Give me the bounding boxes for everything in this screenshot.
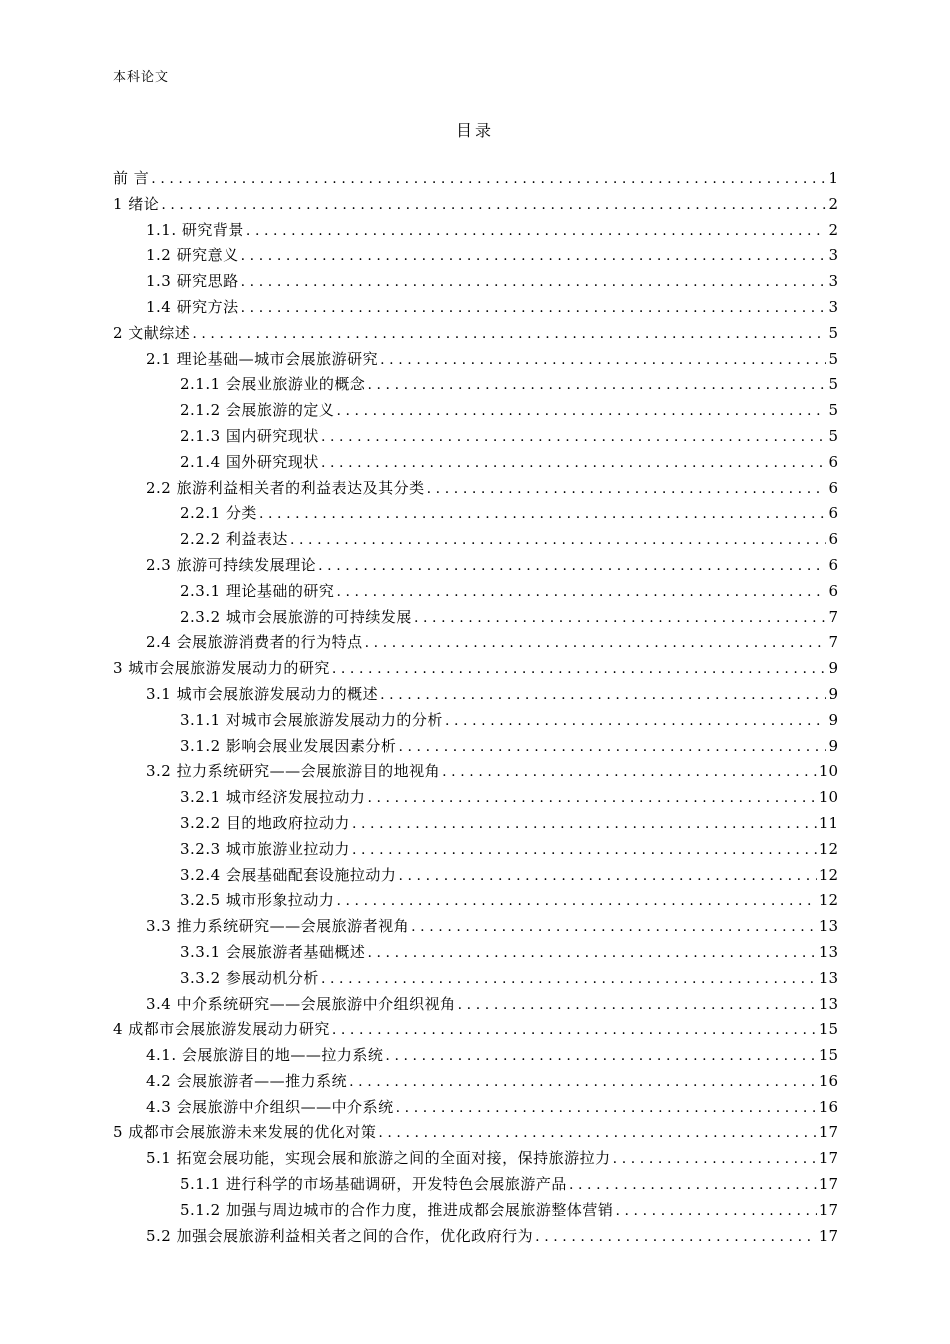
toc-leader-dots bbox=[367, 790, 816, 806]
toc-entry[interactable] bbox=[113, 270, 838, 296]
toc-leader-dots bbox=[332, 661, 826, 677]
toc-entry[interactable] bbox=[113, 554, 838, 580]
toc-entry[interactable] bbox=[113, 244, 838, 270]
toc-leader-dots bbox=[414, 610, 826, 626]
toc-entry[interactable] bbox=[113, 993, 838, 1019]
toc-leader-dots bbox=[192, 326, 826, 342]
toc-entry-label: 2.2.2 利益表达 bbox=[180, 530, 288, 549]
toc-entry-label: 1.2 研究意义 bbox=[146, 246, 239, 265]
toc-entry-page: 13 bbox=[818, 994, 838, 1013]
toc-entry[interactable] bbox=[113, 838, 838, 864]
toc-entry-label: 3.3.1 会展旅游者基础概述 bbox=[180, 942, 366, 961]
toc-entry-page: 5 bbox=[828, 426, 838, 445]
toc-entry-label: 2.2.1 分类 bbox=[180, 504, 257, 523]
toc-leader-dots bbox=[367, 945, 816, 961]
toc-entry[interactable] bbox=[113, 477, 838, 503]
toc-entry[interactable] bbox=[113, 1225, 838, 1251]
toc-entry-label: 2.4 会展旅游消费者的行为特点 bbox=[146, 633, 363, 652]
toc-leader-dots bbox=[241, 274, 826, 290]
toc-entry-page: 15 bbox=[818, 1020, 838, 1039]
toc-entry-label: 3.2.1 城市经济发展拉动力 bbox=[180, 788, 366, 807]
toc-entry[interactable] bbox=[113, 1070, 838, 1096]
toc-entry-page: 6 bbox=[828, 478, 838, 497]
toc-leader-dots bbox=[385, 1048, 817, 1064]
toc-entry-page: 3 bbox=[828, 246, 838, 265]
toc-leader-dots bbox=[367, 377, 826, 393]
toc-entry-label: 4.1. 会展旅游目的地——拉力系统 bbox=[146, 1046, 384, 1065]
toc-entry-page: 5 bbox=[828, 323, 838, 342]
toc-entry-page: 11 bbox=[818, 813, 838, 832]
toc-entry-page: 5 bbox=[828, 349, 838, 368]
toc-entry[interactable] bbox=[113, 1173, 838, 1199]
toc-entry-label: 4 成都市会展旅游发展动力研究 bbox=[113, 1020, 330, 1039]
toc-entry-page: 16 bbox=[818, 1071, 838, 1090]
toc-entry[interactable] bbox=[113, 322, 838, 348]
toc-entry-page: 10 bbox=[818, 788, 838, 807]
toc-leader-dots bbox=[613, 1151, 817, 1167]
toc-entry[interactable] bbox=[113, 915, 838, 941]
toc-entry-label: 3.3.2 参展动机分析 bbox=[180, 968, 319, 987]
toc-entry-page: 1 bbox=[828, 169, 838, 187]
toc-leader-dots bbox=[332, 1022, 817, 1038]
toc-leader-dots bbox=[380, 687, 826, 703]
toc-entry-page: 16 bbox=[818, 1097, 838, 1116]
toc-entry-label: 2.1.3 国内研究现状 bbox=[180, 426, 319, 445]
toc-entry-label: 5.2 加强会展旅游利益相关者之间的合作，优化政府行为 bbox=[146, 1226, 534, 1245]
toc-leader-dots bbox=[398, 868, 816, 884]
toc-entry-label: 3.2 拉力系统研究——会展旅游目的地视角 bbox=[146, 762, 441, 781]
toc-entry-page: 6 bbox=[828, 504, 838, 523]
toc-entry-page: 6 bbox=[828, 452, 838, 471]
toc-entry-label: 3.2.2 目的地政府拉动力 bbox=[180, 813, 350, 832]
toc-entry-page: 17 bbox=[818, 1200, 838, 1219]
toc-entry[interactable] bbox=[113, 786, 838, 812]
toc-leader-dots bbox=[241, 300, 826, 316]
toc-leader-dots bbox=[458, 997, 817, 1013]
toc-entry-label: 2.2 旅游利益相关者的利益表达及其分类 bbox=[146, 478, 425, 497]
toc-entry-label: 1.3 研究思路 bbox=[146, 272, 239, 291]
toc-entry[interactable] bbox=[113, 502, 838, 528]
toc-entry[interactable] bbox=[113, 606, 838, 632]
toc-entry[interactable] bbox=[113, 425, 838, 451]
toc-entry-label: 5.1.1 进行科学的市场基础调研，开发特色会展旅游产品 bbox=[180, 1175, 567, 1194]
toc-entry-page: 13 bbox=[818, 917, 838, 936]
toc-entry-label: 3.2.5 城市形象拉动力 bbox=[180, 891, 335, 910]
toc-entry-label: 3.3 推力系统研究——会展旅游者视角 bbox=[146, 917, 410, 936]
toc-leader-dots bbox=[411, 919, 817, 935]
toc-leader-dots bbox=[442, 764, 817, 780]
toc-entry-label: 3.1.2 影响会展业发展因素分析 bbox=[180, 736, 397, 755]
toc-entry[interactable] bbox=[113, 1018, 838, 1044]
toc-leader-dots bbox=[318, 558, 826, 574]
toc-entry-page: 9 bbox=[828, 684, 838, 703]
toc-entry-page: 7 bbox=[828, 633, 838, 652]
toc-entry[interactable] bbox=[113, 735, 838, 761]
toc-entry-page: 12 bbox=[818, 865, 838, 884]
toc-entry-label: 5.1.2 加强与周边城市的合作力度，推进成都会展旅游整体营销 bbox=[180, 1200, 614, 1219]
toc-leader-dots bbox=[535, 1229, 817, 1245]
toc-entry-label: 3 城市会展旅游发展动力的研究 bbox=[113, 659, 330, 678]
toc-entry-page: 13 bbox=[818, 968, 838, 987]
toc-entry-page: 10 bbox=[818, 762, 838, 781]
toc-leader-dots bbox=[427, 481, 826, 497]
toc-leader-dots bbox=[246, 223, 826, 239]
toc-entry-label: 2.1 理论基础—城市会展旅游研究 bbox=[146, 349, 379, 368]
toc-entry-label: 5.1 拓宽会展功能，实现会展和旅游之间的全面对接，保持旅游拉力 bbox=[146, 1149, 611, 1168]
toc-leader-dots bbox=[241, 248, 826, 264]
toc-entry-page: 6 bbox=[828, 530, 838, 549]
toc-entry[interactable] bbox=[113, 1096, 838, 1122]
toc-entry-page: 9 bbox=[828, 736, 838, 755]
toc-entry-label: 2.3.2 城市会展旅游的可持续发展 bbox=[180, 607, 412, 626]
toc-entry[interactable] bbox=[113, 1121, 838, 1147]
toc-leader-dots bbox=[336, 403, 826, 419]
toc-entry-label: 1.1. 研究背景 bbox=[146, 220, 244, 239]
toc-entry[interactable] bbox=[113, 709, 838, 735]
toc-entry[interactable] bbox=[113, 451, 838, 477]
toc-title: 目录 bbox=[455, 121, 494, 140]
toc-entry[interactable] bbox=[113, 889, 838, 915]
toc-leader-dots bbox=[290, 532, 826, 548]
toc-entry[interactable] bbox=[113, 348, 838, 374]
toc-entry-page: 2 bbox=[828, 194, 838, 213]
toc-leader-dots bbox=[349, 1074, 817, 1090]
toc-entry[interactable] bbox=[113, 941, 838, 967]
toc-entry[interactable] bbox=[113, 528, 838, 554]
toc-entry[interactable] bbox=[113, 580, 838, 606]
toc-leader-dots bbox=[615, 1203, 816, 1219]
toc-entry[interactable] bbox=[113, 167, 838, 193]
toc-entry-page: 9 bbox=[828, 710, 838, 729]
toc-entry-label: 前 言 bbox=[113, 169, 150, 187]
toc-leader-dots bbox=[398, 739, 826, 755]
toc-entry-label: 2.3.1 理论基础的研究 bbox=[180, 581, 335, 600]
toc-entry-label: 2.1.2 会展旅游的定义 bbox=[180, 401, 335, 420]
toc-entry-label: 3.1 城市会展旅游发展动力的概述 bbox=[146, 684, 379, 703]
toc-entry-page: 12 bbox=[818, 839, 838, 858]
toc-entry-page: 7 bbox=[828, 607, 838, 626]
toc-entry-label: 3.4 中介系统研究——会展旅游中介组织视角 bbox=[146, 994, 456, 1013]
toc-leader-dots bbox=[321, 429, 826, 445]
toc-leader-dots bbox=[352, 842, 817, 858]
toc-leader-dots bbox=[151, 171, 826, 187]
toc-entry[interactable] bbox=[113, 219, 838, 245]
toc-leader-dots bbox=[336, 584, 826, 600]
toc-entry[interactable] bbox=[113, 967, 838, 993]
toc-entry-label: 5 成都市会展旅游未来发展的优化对策 bbox=[113, 1123, 377, 1142]
toc-leader-dots bbox=[378, 1125, 817, 1141]
toc-entry[interactable] bbox=[113, 399, 838, 425]
toc-entry[interactable] bbox=[113, 864, 838, 890]
toc-entry[interactable] bbox=[113, 812, 838, 838]
toc-entry-page: 3 bbox=[828, 297, 838, 316]
toc-leader-dots bbox=[161, 197, 826, 213]
toc-entry-page: 15 bbox=[818, 1046, 838, 1065]
toc-entry-label: 2 文献综述 bbox=[113, 323, 191, 342]
toc-entry-label: 2.3 旅游可持续发展理论 bbox=[146, 555, 317, 574]
toc-entry[interactable] bbox=[113, 1147, 838, 1173]
toc-leader-dots bbox=[336, 893, 816, 909]
toc-entry[interactable] bbox=[113, 193, 838, 219]
toc-leader-dots bbox=[445, 713, 826, 729]
toc-entry-page: 2 bbox=[828, 220, 838, 239]
toc-entry-label: 3.2.4 会展基础配套设施拉动力 bbox=[180, 865, 397, 884]
toc-entry-label: 1 绪论 bbox=[113, 194, 160, 213]
toc-leader-dots bbox=[569, 1177, 817, 1193]
toc-entry[interactable] bbox=[113, 631, 838, 657]
toc-leader-dots bbox=[321, 455, 826, 471]
toc-leader-dots bbox=[380, 352, 826, 368]
toc-entry[interactable] bbox=[113, 373, 838, 399]
page-header: 本科论文 bbox=[113, 70, 170, 85]
toc-leader-dots bbox=[259, 506, 826, 522]
toc-entry-label: 4.3 会展旅游中介组织——中介系统 bbox=[146, 1097, 394, 1116]
toc-entry-page: 17 bbox=[818, 1149, 838, 1168]
toc-entry-label: 3.1.1 对城市会展旅游发展动力的分析 bbox=[180, 710, 443, 729]
toc-entry-page: 3 bbox=[828, 272, 838, 291]
toc-leader-dots bbox=[396, 1100, 817, 1116]
toc-entry-page: 6 bbox=[828, 581, 838, 600]
toc-entry-label: 1.4 研究方法 bbox=[146, 297, 239, 316]
toc-leader-dots bbox=[352, 816, 817, 832]
toc-entry[interactable] bbox=[113, 657, 838, 683]
toc-entry-label: 2.1.1 会展业旅游业的概念 bbox=[180, 375, 366, 394]
toc-entry-page: 17 bbox=[818, 1123, 838, 1142]
toc-entry-page: 5 bbox=[828, 375, 838, 394]
toc-entry-label: 3.2.3 城市旅游业拉动力 bbox=[180, 839, 350, 858]
toc-entry[interactable] bbox=[113, 683, 838, 709]
toc-entry-page: 9 bbox=[828, 659, 838, 678]
toc-leader-dots bbox=[321, 971, 817, 987]
toc-entry[interactable] bbox=[113, 1199, 838, 1225]
toc-leader-dots bbox=[365, 635, 826, 651]
toc-entry-page: 17 bbox=[818, 1175, 838, 1194]
toc-entry-page: 17 bbox=[818, 1226, 838, 1245]
toc-entry-label: 4.2 会展旅游者——推力系统 bbox=[146, 1071, 348, 1090]
toc-entry-label: 2.1.4 国外研究现状 bbox=[180, 452, 319, 471]
toc-entry-page: 6 bbox=[828, 555, 838, 574]
toc-entry-page: 12 bbox=[818, 891, 838, 910]
toc-entry[interactable] bbox=[113, 1044, 838, 1070]
toc-entry[interactable] bbox=[113, 296, 838, 322]
toc-entry[interactable] bbox=[113, 760, 838, 786]
toc-entry-page: 5 bbox=[828, 401, 838, 420]
table-of-contents bbox=[113, 167, 838, 1250]
toc-entry-page: 13 bbox=[818, 942, 838, 961]
